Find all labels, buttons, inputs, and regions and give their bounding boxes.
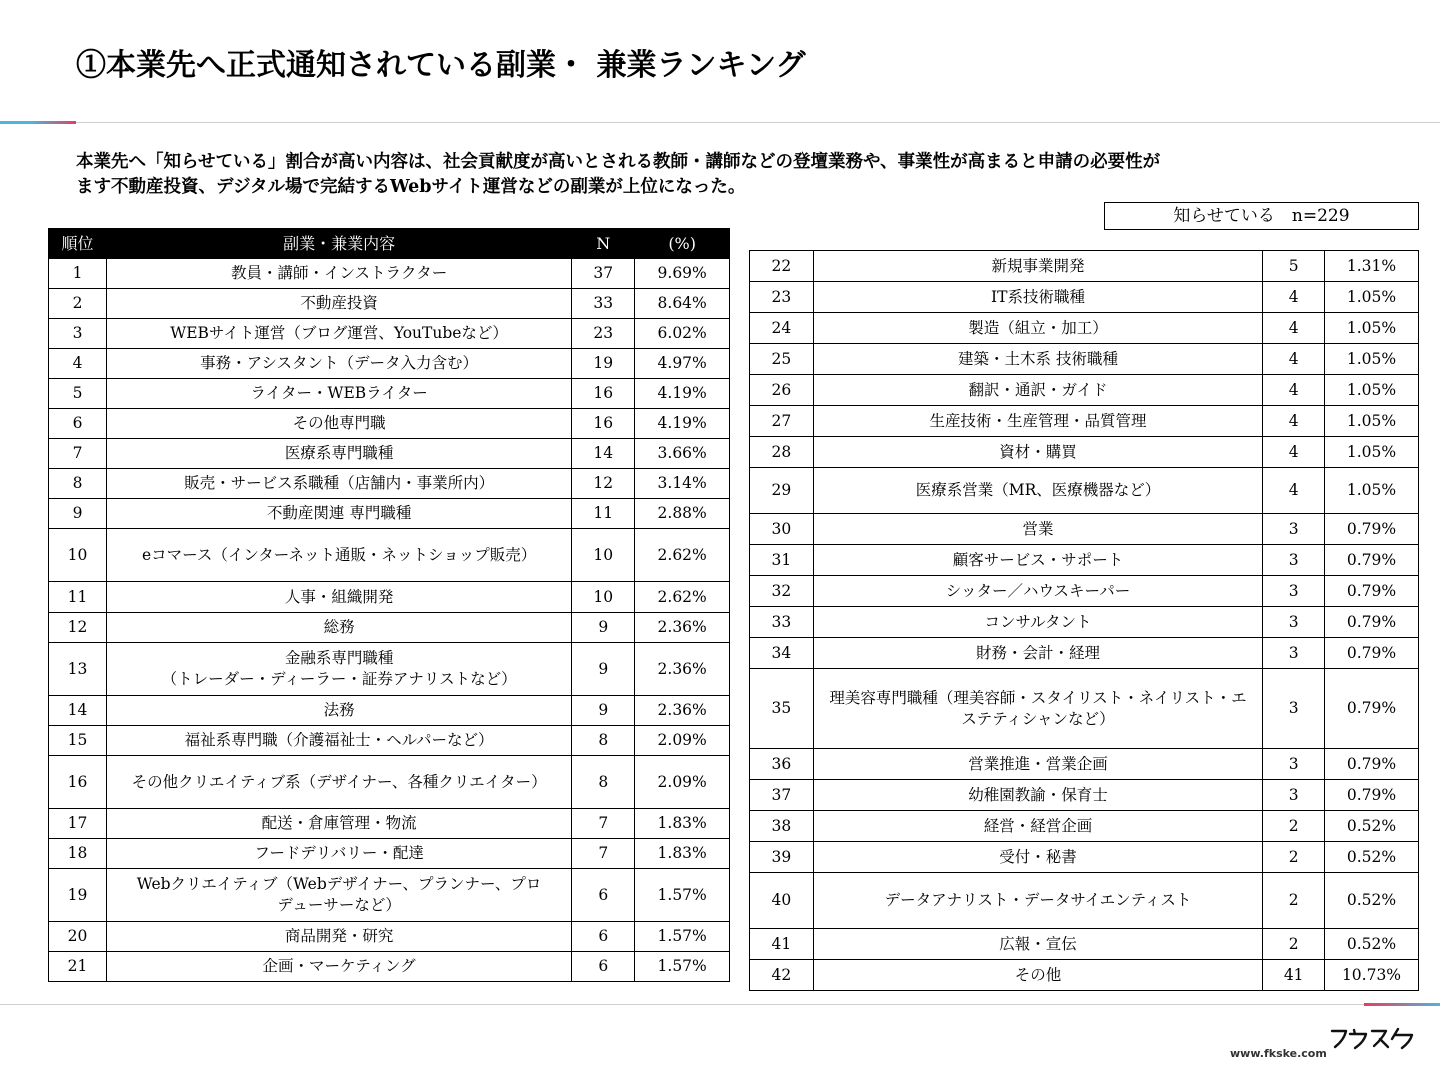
cell-content: 幼稚園教諭・保育士 — [813, 780, 1263, 811]
cell-rank: 11 — [49, 582, 107, 613]
cell-n: 6 — [572, 952, 635, 982]
cell-n: 4 — [1263, 313, 1325, 344]
header-divider — [0, 122, 1440, 123]
cell-content: その他専門職 — [107, 409, 572, 439]
table-row — [49, 289, 730, 319]
cell-content: 医療系専門職種 — [107, 439, 572, 469]
cell-rank: 10 — [49, 529, 107, 582]
cell-n: 2 — [1263, 873, 1325, 929]
cell-rank: 5 — [49, 379, 107, 409]
cell-rank: 34 — [750, 638, 814, 669]
table-row — [750, 669, 1419, 749]
header-content: 副業・兼業内容 — [107, 229, 572, 259]
cell-pct: 1.05% — [1325, 375, 1419, 406]
cell-n: 4 — [1263, 437, 1325, 468]
cell-content: 製造（組立・加工） — [813, 313, 1263, 344]
cell-content: 販売・サービス系職種（店舗内・事業所内） — [107, 469, 572, 499]
cell-content: その他クリエイティブ系（デザイナー、各種クリエイター） — [107, 756, 572, 809]
cell-content: 財務・会計・経理 — [813, 638, 1263, 669]
cell-n: 2 — [1263, 842, 1325, 873]
cell-n: 5 — [1263, 251, 1325, 282]
table-row — [750, 576, 1419, 607]
cell-rank: 7 — [49, 439, 107, 469]
cell-content: 教員・講師・インストラクター — [107, 259, 572, 289]
cell-content: WEBサイト運営（ブログ運営、YouTubeなど） — [107, 319, 572, 349]
table-row — [750, 780, 1419, 811]
cell-content: 営業 — [813, 514, 1263, 545]
cell-n: 41 — [1263, 960, 1325, 991]
cell-n: 3 — [1263, 780, 1325, 811]
table-row — [49, 259, 730, 289]
table-row — [750, 437, 1419, 468]
cell-rank: 4 — [49, 349, 107, 379]
cell-pct: 2.36% — [635, 696, 730, 726]
cell-pct: 1.05% — [1325, 468, 1419, 514]
cell-rank: 12 — [49, 613, 107, 643]
description — [76, 150, 1160, 200]
cell-rank: 25 — [750, 344, 814, 375]
cell-n: 4 — [1263, 468, 1325, 514]
cell-rank: 41 — [750, 929, 814, 960]
table-row — [750, 811, 1419, 842]
cell-n: 33 — [572, 289, 635, 319]
cell-content: 福祉系専門職（介護福祉士・ヘルパーなど） — [107, 726, 572, 756]
cell-pct: 2.88% — [635, 499, 730, 529]
cell-pct: 2.62% — [635, 582, 730, 613]
cell-content: 法務 — [107, 696, 572, 726]
cell-content: 受付・秘書 — [813, 842, 1263, 873]
cell-pct: 2.62% — [635, 529, 730, 582]
table-row — [750, 960, 1419, 991]
cell-n: 8 — [572, 756, 635, 809]
table-row — [750, 638, 1419, 669]
cell-rank: 2 — [49, 289, 107, 319]
cell-n: 3 — [1263, 749, 1325, 780]
cell-rank: 18 — [49, 839, 107, 869]
cell-rank: 20 — [49, 922, 107, 952]
cell-content: 商品開発・研究 — [107, 922, 572, 952]
cell-rank: 29 — [750, 468, 814, 514]
table-row — [750, 545, 1419, 576]
cell-n: 2 — [1263, 811, 1325, 842]
table-row — [49, 839, 730, 869]
cell-content: フードデリバリー・配達 — [107, 839, 572, 869]
cell-n: 16 — [572, 379, 635, 409]
description-line-2: ます不動産投資、デジタル場で完結するWebサイト運営などの副業が上位になった。 — [76, 177, 746, 197]
cell-rank: 27 — [750, 406, 814, 437]
cell-pct: 1.05% — [1325, 282, 1419, 313]
cell-content: 理美容専門職種（理美容師・スタイリスト・ネイリスト・エ ステティシャンなど） — [813, 669, 1263, 749]
cell-rank: 9 — [49, 499, 107, 529]
cell-n: 4 — [1263, 344, 1325, 375]
cell-rank: 39 — [750, 842, 814, 873]
cell-n: 4 — [1263, 375, 1325, 406]
table-row — [750, 929, 1419, 960]
cell-pct: 0.52% — [1325, 873, 1419, 929]
cell-content: 人事・組織開発 — [107, 582, 572, 613]
cell-content: 建築・土木系 技術職種 — [813, 344, 1263, 375]
cell-content: 生産技術・生産管理・品質管理 — [813, 406, 1263, 437]
cell-rank: 21 — [49, 952, 107, 982]
cell-n: 2 — [1263, 929, 1325, 960]
cell-pct: 4.19% — [635, 409, 730, 439]
table-row — [49, 869, 730, 922]
header-rank: 順位 — [49, 229, 107, 259]
cell-content: ライター・WEBライター — [107, 379, 572, 409]
cell-n: 11 — [572, 499, 635, 529]
brand-logo-mark — [1328, 1026, 1418, 1050]
table-row — [49, 439, 730, 469]
cell-pct: 1.83% — [635, 809, 730, 839]
cell-n: 8 — [572, 726, 635, 756]
cell-rank: 40 — [750, 873, 814, 929]
cell-pct: 1.31% — [1325, 251, 1419, 282]
table-row — [49, 582, 730, 613]
cell-n: 12 — [572, 469, 635, 499]
cell-n: 9 — [572, 613, 635, 643]
cell-pct: 0.79% — [1325, 514, 1419, 545]
table-row — [750, 873, 1419, 929]
cell-rank: 32 — [750, 576, 814, 607]
cell-content: 翻訳・通訳・ガイド — [813, 375, 1263, 406]
cell-pct: 1.57% — [635, 869, 730, 922]
cell-rank: 31 — [750, 545, 814, 576]
cell-n: 10 — [572, 582, 635, 613]
cell-pct: 2.09% — [635, 726, 730, 756]
table-row — [49, 469, 730, 499]
table-row — [750, 282, 1419, 313]
cell-pct: 4.97% — [635, 349, 730, 379]
header-accent-bar — [0, 121, 76, 124]
cell-pct: 0.79% — [1325, 545, 1419, 576]
cell-rank: 17 — [49, 809, 107, 839]
cell-rank: 8 — [49, 469, 107, 499]
cell-pct: 0.79% — [1325, 749, 1419, 780]
table-row — [49, 643, 730, 696]
cell-rank: 42 — [750, 960, 814, 991]
table-row — [49, 809, 730, 839]
table-row — [49, 726, 730, 756]
table-row — [49, 349, 730, 379]
cell-content: 新規事業開発 — [813, 251, 1263, 282]
cell-n: 7 — [572, 839, 635, 869]
cell-content: シッター／ハウスキーパー — [813, 576, 1263, 607]
cell-pct: 0.79% — [1325, 607, 1419, 638]
cell-rank: 19 — [49, 869, 107, 922]
cell-rank: 36 — [750, 749, 814, 780]
cell-rank: 23 — [750, 282, 814, 313]
table-row — [750, 375, 1419, 406]
cell-n: 3 — [1263, 514, 1325, 545]
cell-pct: 0.52% — [1325, 842, 1419, 873]
cell-content: IT系技術職種 — [813, 282, 1263, 313]
cell-content: 企画・マーケティング — [107, 952, 572, 982]
cell-n: 4 — [1263, 282, 1325, 313]
table-row — [49, 379, 730, 409]
cell-pct: 2.09% — [635, 756, 730, 809]
cell-pct: 0.52% — [1325, 929, 1419, 960]
description-line-1: 本業先へ「知らせている」割合が高い内容は、社会貢献度が高いとされる教師・講師などの登壇業務や、事業性が高まると申請の必要性が — [76, 152, 1161, 172]
cell-rank: 28 — [750, 437, 814, 468]
table-row — [750, 749, 1419, 780]
cell-rank: 24 — [750, 313, 814, 344]
cell-rank: 6 — [49, 409, 107, 439]
footer-accent-bar — [1364, 1003, 1440, 1006]
cell-content: 事務・アシスタント（データ入力含む） — [107, 349, 572, 379]
table-row — [49, 499, 730, 529]
cell-pct: 0.79% — [1325, 780, 1419, 811]
table-row — [49, 952, 730, 982]
cell-pct: 0.79% — [1325, 576, 1419, 607]
table-row — [49, 529, 730, 582]
cell-rank: 38 — [750, 811, 814, 842]
cell-pct: 0.52% — [1325, 811, 1419, 842]
table-row — [49, 696, 730, 726]
cell-rank: 13 — [49, 643, 107, 696]
footer-divider — [0, 1004, 1440, 1005]
table-row — [49, 922, 730, 952]
table-row — [49, 319, 730, 349]
cell-rank: 3 — [49, 319, 107, 349]
cell-rank: 14 — [49, 696, 107, 726]
cell-pct: 1.05% — [1325, 344, 1419, 375]
cell-pct: 1.57% — [635, 922, 730, 952]
table-row — [750, 514, 1419, 545]
cell-pct: 2.36% — [635, 613, 730, 643]
table-row — [750, 607, 1419, 638]
cell-n: 23 — [572, 319, 635, 349]
table-row — [750, 468, 1419, 514]
cell-pct: 3.14% — [635, 469, 730, 499]
cell-pct: 1.05% — [1325, 437, 1419, 468]
table-row — [49, 409, 730, 439]
cell-pct: 1.05% — [1325, 313, 1419, 344]
cell-pct: 1.83% — [635, 839, 730, 869]
cell-n: 3 — [1263, 607, 1325, 638]
cell-content: 医療系営業（MR、医療機器など） — [813, 468, 1263, 514]
cell-content: 営業推進・営業企画 — [813, 749, 1263, 780]
cell-n: 4 — [1263, 406, 1325, 437]
cell-pct: 3.66% — [635, 439, 730, 469]
cell-n: 6 — [572, 869, 635, 922]
cell-n: 16 — [572, 409, 635, 439]
table-row — [49, 756, 730, 809]
page-title: ①本業先へ正式通知されている副業・ 兼業ランキング — [76, 48, 806, 83]
table-row — [49, 613, 730, 643]
cell-n: 3 — [1263, 576, 1325, 607]
cell-n: 6 — [572, 922, 635, 952]
cell-content: データアナリスト・データサイエンティスト — [813, 873, 1263, 929]
cell-rank: 26 — [750, 375, 814, 406]
cell-pct: 0.79% — [1325, 669, 1419, 749]
cell-n: 3 — [1263, 669, 1325, 749]
cell-content: 金融系専門職種 （トレーダー・ディーラー・証券アナリストなど） — [107, 643, 572, 696]
cell-pct: 1.05% — [1325, 406, 1419, 437]
cell-n: 37 — [572, 259, 635, 289]
cell-content: 配送・倉庫管理・物流 — [107, 809, 572, 839]
cell-n: 9 — [572, 696, 635, 726]
table-header-row — [49, 229, 730, 259]
sample-size-box: 知らせている n=229 — [1104, 202, 1419, 230]
cell-content: 不動産投資 — [107, 289, 572, 319]
cell-pct: 8.64% — [635, 289, 730, 319]
table-row — [750, 406, 1419, 437]
cell-rank: 22 — [750, 251, 814, 282]
footer-url: www.fkske.com — [1230, 1047, 1327, 1060]
ranking-table-left — [48, 228, 730, 982]
cell-n: 14 — [572, 439, 635, 469]
cell-content: コンサルタント — [813, 607, 1263, 638]
cell-pct: 10.73% — [1325, 960, 1419, 991]
cell-pct: 0.79% — [1325, 638, 1419, 669]
cell-n: 3 — [1263, 638, 1325, 669]
cell-n: 3 — [1263, 545, 1325, 576]
cell-content: 総務 — [107, 613, 572, 643]
cell-rank: 16 — [49, 756, 107, 809]
cell-pct: 2.36% — [635, 643, 730, 696]
cell-n: 10 — [572, 529, 635, 582]
cell-content: その他 — [813, 960, 1263, 991]
cell-rank: 15 — [49, 726, 107, 756]
header-pct: (%) — [635, 229, 730, 259]
cell-content: 広報・宣伝 — [813, 929, 1263, 960]
table-row — [750, 842, 1419, 873]
cell-rank: 35 — [750, 669, 814, 749]
ranking-table-right — [749, 250, 1419, 991]
cell-content: 資材・購買 — [813, 437, 1263, 468]
cell-content: eコマース（インターネット通販・ネットショップ販売） — [107, 529, 572, 582]
cell-n: 7 — [572, 809, 635, 839]
cell-n: 9 — [572, 643, 635, 696]
cell-content: 顧客サービス・サポート — [813, 545, 1263, 576]
cell-rank: 33 — [750, 607, 814, 638]
cell-rank: 1 — [49, 259, 107, 289]
cell-pct: 4.19% — [635, 379, 730, 409]
cell-content: 不動産関連 専門職種 — [107, 499, 572, 529]
table-row — [750, 344, 1419, 375]
table-row — [750, 313, 1419, 344]
cell-content: 経営・経営企画 — [813, 811, 1263, 842]
cell-rank: 30 — [750, 514, 814, 545]
cell-rank: 37 — [750, 780, 814, 811]
cell-pct: 1.57% — [635, 952, 730, 982]
table-row — [750, 251, 1419, 282]
cell-pct: 9.69% — [635, 259, 730, 289]
cell-n: 19 — [572, 349, 635, 379]
cell-content: Webクリエイティブ（Webデザイナー、プランナー、プロ デューサーなど） — [107, 869, 572, 922]
brand-logo — [1328, 1026, 1418, 1054]
header-n: N — [572, 229, 635, 259]
cell-pct: 6.02% — [635, 319, 730, 349]
